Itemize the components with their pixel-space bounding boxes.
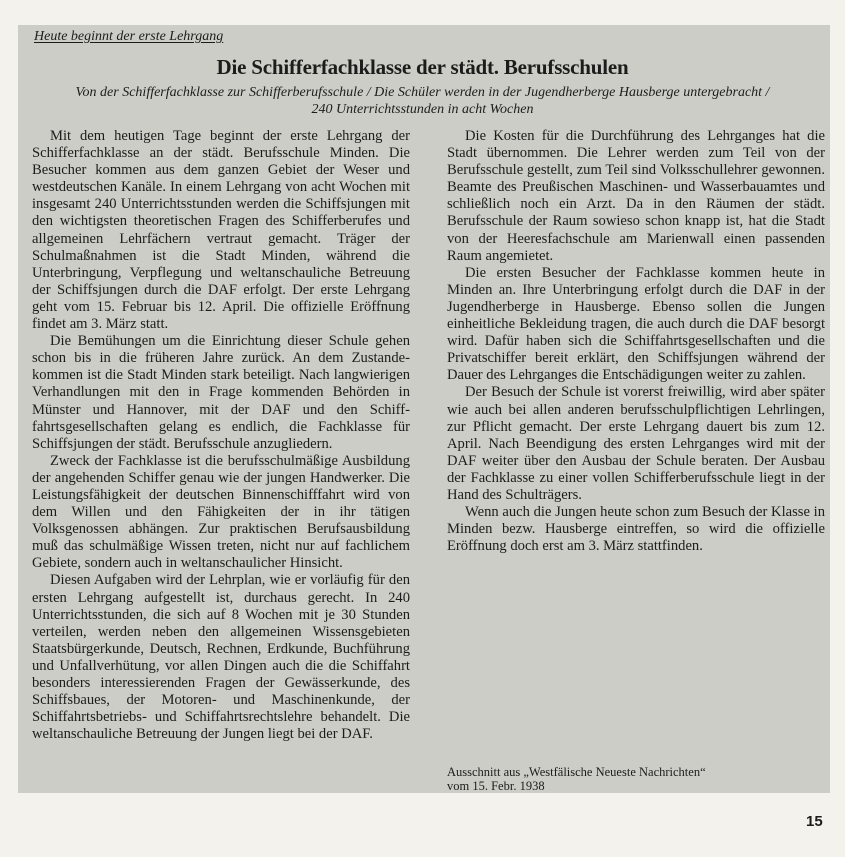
right-column <box>447 128 825 555</box>
article-title: Die Schifferfachklasse der städt. Berufsschulen <box>216 55 629 79</box>
article-subtitle <box>40 84 805 118</box>
paragraph: Der Besuch der Schule ist vorerst freiwillig, wird aber später wie auch bei allen anderen berufsschulpflichtigen Lehrlingen, zur Pflicht gemacht. Der erste Lehrgang dauert bis zum 12. April. Nach Beendigung des ersten Lehrganges wird mit der DAF weiter über den Ausbau der Schule beraten. Der Ausbau der Fachklasse zu einer vollen Schifferberufsschule liegt in der Hand des Schulträgers. <box>447 384 825 503</box>
paragraph: Zweck der Fachklasse ist die berufsschulmäßige Ausbildung der angehenden Schiffer genau wie der jungen Handwerker. Die Leistungsfähigkeit der deutschen Binnenschifffahrt wird von dem Willen und den Fähigkeiten der in ihr tätigen Volksgenossen abhängen. Zur praktischen Berufsausbildung muß das schulmäßige Wissen treten, nicht nur auf fachlichem Gebiete, sondern auch in weltanschaulicher Hinsicht. <box>32 452 410 572</box>
paragraph: Die Bemühungen um die Einrichtung dieser Schule gehen schon bis in die früheren Jahre zurück. An dem Zustandekommen ist die Stadt Minden stark beteiligt. Nach langwierigen Verhandlungen mit den in Frage kommenden Behörden in Münster und Hannover, mit der DAF und den Schifffahrtsgesellschaften gelang es endlich, die Fachklasse für Schiffsjungen der städt. Berufsschule anzugliedern. <box>32 333 410 452</box>
paragraph: Mit dem heutigen Tage beginnt der erste Lehrgang der Schifferfachklasse an der städt. Berufsschule Minden. Die Besucher kommen aus dem ganzen Gebiet der Weser und westdeutschen Kanäle. In einem Lehrgang von acht Wochen mit insgesamt 240 Unterrichtsstunden werden die Schiffsjungen mit den wichtigsten theoretischen Fragen des Schifferberufes und allgemeinen Lehrfächern vertraut gemacht. Träger der Schulmaßnahmen ist die Stadt Minden, während die Unterbringung, Verpflegung und weltanschauliche Betreuung der Schiffsjungen durch die DAF erfolgt. Der erste Lehrgang geht vom 15. Februar bis 12. April. Die offizielle Eröffnung findet am 3. März statt. <box>32 128 410 333</box>
subtitle-line: Von der Schifferfachklasse zur Schifferberufsschule / Die Schüler werden in der Jugendherberge Hausberge untergebracht / <box>75 85 770 100</box>
paragraph: Diesen Aufgaben wird der Lehrplan, wie er vorläufig für den ersten Lehrgang aufgestellt ist, durchaus gerecht. In 240 Unterrichtsstunden, die sich auf 8 Wochen mit je 30 Stunden verteilen, werden neben den allgemeinen Wissensgebieten Staatsbürgerkunde, Deutsch, Rechnen, Erdkunde, Buchführung und Unfallverhütung, vor allen Dingen auch die die Schiffahrt besonders interessierenden Fragen der Gewässerkunde, des Schiffsbaues, der Motoren- und Maschinenkunde, der Schiffahrtsbetriebs- und Schiffahrtsrechtslehre behandelt. Die weltanschauliche Betreuung der Jungen liegt bei der DAF. <box>32 572 410 743</box>
source-line: Ausschnitt aus „Westfälische Neueste Nachrichten“ <box>447 765 706 779</box>
paragraph: Wenn auch die Jungen heute schon zum Besuch der Klasse in Minden bezw. Hausberge eintreffen, so wird die offizielle Eröffnung doch erst am 3. März stattfinden. <box>447 504 825 555</box>
paragraph: Die ersten Besucher der Fachklasse kommen heute in Minden an. Ihre Unterbringung erfolgt durch die DAF in der Jugendherberge in Hausberge. Ebenso sollen die Jungen einheitliche Bekleidung tragen, die auch durch die DAF besorgt wird. Dafür haben sich die Schiffahrtsgesellschaften und die Privatschiffer bereit erklärt, den Schiffsjungen während der Dauer des Lehrganges die Entschädigungen weiter zu zahlen. <box>447 264 825 384</box>
source-citation <box>447 765 706 793</box>
left-column <box>32 128 410 743</box>
page-number: 15 <box>806 813 823 830</box>
subtitle-line: 240 Unterrichtsstunden in acht Wochen <box>311 102 534 117</box>
article-kicker: Heute beginnt der erste Lehrgang <box>34 29 224 44</box>
source-line: vom 15. Febr. 1938 <box>447 779 545 793</box>
paragraph: Die Kosten für die Durchführung des Lehrganges hat die Stadt übernommen. Die Lehrer werden zum Teil von der Berufsschule gestellt, zum Teil sind Volksschullehrer gewonnen. Beamte des Preußischen Maschinen- und Wasserbauamtes und schließlich noch ein Arzt. Da in den Räumen der städt. Berufsschule der Raum sowieso schon knapp ist, hat die Stadt von der Heeresfachschule am Marienwall einen passenden Raum angemietet. <box>447 128 825 264</box>
